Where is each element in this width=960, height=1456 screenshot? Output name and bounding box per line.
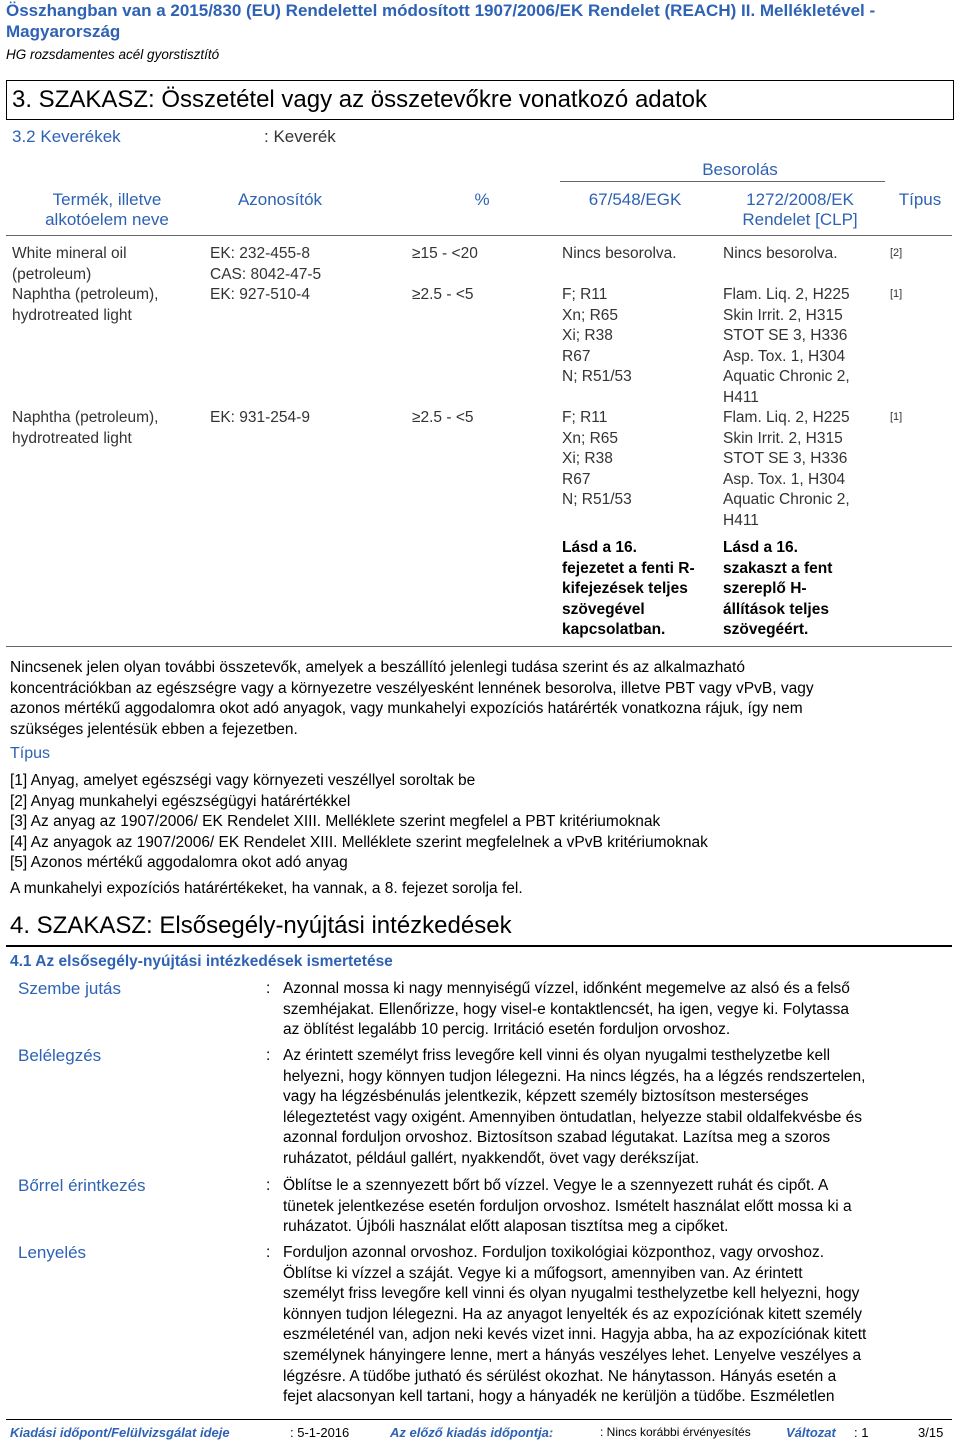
type-heading: Típus (10, 745, 51, 762)
col-header-type: Típus (898, 190, 942, 209)
table-header-rule (6, 235, 952, 236)
subsection-4-1-title: 4.1 Az elsősegély-nyújtási intézkedések ismertetése (10, 953, 393, 970)
product-name: HG rozsdamentes acél gyorstisztító (6, 47, 220, 62)
table-row-3-clp: Flam. Liq. 2, H225 Skin Irrit. 2, H315 STOT SE 3, H336 Asp. Tox. 1, H304 Aquatic Chronic 2, H411 (723, 409, 850, 529)
footer-page-number: 3/15 (918, 1425, 944, 1440)
table-row-2-type: [1] (890, 288, 903, 300)
table-group-header: Besorolás (702, 160, 778, 179)
table-row-2-ids: EK: 927-510-4 (210, 286, 310, 303)
first-aid-colon: : (266, 980, 271, 997)
first-aid-text-skin: Öblítse le a szennyezett bőrt bő vízzel. Vegye le a szennyezett ruhát és cipőt. A tünetek jelentkezése esetén forduljon orvoshoz. Ismételt használat előtt mossa ki a ruházatot. Újbóli használat előtt alaposan tisztítsa meg a cipőket. (283, 1177, 852, 1236)
table-row-1-percent: ≥15 - <20 (412, 245, 478, 262)
first-aid-label-skin: Bőrrel érintkezés (18, 1176, 146, 1195)
col-header-name: Termék, illetve alkotóelem neve (45, 190, 169, 229)
list-item: [5] Azonos mértékű aggodalomra okot adó anyag (10, 854, 348, 872)
footer-version-label: Változat (786, 1425, 836, 1440)
col-header-percent: % (474, 190, 490, 209)
table-bottom-rule (6, 646, 952, 647)
footer-rule (6, 1419, 952, 1420)
list-item: [4] Az anyagok az 1907/2006/ EK Rendelet XIII. Melléklete szerint megfelelnek a vPvB kritériumoknak (10, 833, 708, 851)
exposure-note: A munkahelyi expozíciós határértékeket, ha vannak, a 8. fejezet sorolja fel. (10, 880, 523, 897)
first-aid-text-eye: Azonnal mossa ki nagy mennyiségű vízzel, időnként megemelve az alsó és a felső szemhéjakat. Ellenőrizze, hogy visel-e kontaktlencsét, ha igen, vegye ki. Folytassa az öblítést legalább 10 percig. Irritáció esetén forduljon orvoshoz. (283, 980, 850, 1039)
document-header-title: Összhangban van a 2015/830 (EU) Rendelettel módosított 1907/2006/EK Rendelet (REACH) II. Mellékletével - Magyarország (6, 1, 876, 41)
table-row-1-type: [2] (890, 247, 903, 259)
table-row-2-dsd: F; R11 Xn; R65 Xi; R38 R67 N; R51/53 (562, 286, 632, 386)
table-row-2-percent: ≥2.5 - <5 (412, 286, 474, 303)
footer-version-value: : 1 (854, 1425, 869, 1440)
section-4-rule (6, 945, 952, 947)
section-3-title: 3. SZAKASZ: Összetétel vagy az összetevőkre vonatkozó adatok (12, 86, 708, 113)
table-row-3-type: [1] (890, 411, 903, 423)
additional-ingredients-note: Nincsenek jelen olyan további összetevők, amelyek a beszállító jelenlegi tudása szerint és az alkalmazható koncentrációkban az egészségre vagy a környezetre veszélyesként lennének besorolva, illetve PBT vagy vPvB, vagy azonos mértékű aggodalomra okot adó anyagok, vagy munkahelyi expozíciós határérték vonatkozna rájuk, így nem szükséges jelentésük ebben a fejezetben. (10, 659, 814, 738)
first-aid-colon: : (266, 1047, 271, 1064)
section-4-title: 4. SZAKASZ: Elsősegély-nyújtási intézkedések (10, 912, 512, 939)
table-row-1-clp: Nincs besorolva. (723, 245, 838, 262)
table-row-3-name: Naphtha (petroleum), hydrotreated light (12, 409, 159, 447)
footer-previous-label: Az előző kiadás időpontja: (390, 1425, 554, 1440)
footer-issue-value: : 5-1-2016 (290, 1425, 350, 1440)
first-aid-label-eye: Szembe jutás (18, 979, 121, 998)
table-row-2-clp: Flam. Liq. 2, H225 Skin Irrit. 2, H315 STOT SE 3, H336 Asp. Tox. 1, H304 Aquatic Chronic 2, H411 (723, 286, 850, 406)
table-row-3-ids: EK: 931-254-9 (210, 409, 310, 426)
list-item: [2] Anyag munkahelyi egészségügyi határértékkel (10, 792, 351, 810)
col-header-clp: 1272/2008/EK Rendelet [CLP] (742, 190, 858, 229)
col-header-dsd: 67/548/EGK (588, 190, 682, 209)
first-aid-colon: : (266, 1244, 271, 1261)
subsection-label: 3.2 Keverékek (12, 127, 121, 146)
first-aid-label-inhalation: Belélegzés (18, 1046, 102, 1065)
table-row-1-ids: EK: 232-455-8 CAS: 8042-47-5 (210, 245, 322, 283)
first-aid-colon: : (266, 1177, 271, 1194)
table-row-3-dsd: F; R11 Xn; R65 Xi; R38 R67 N; R51/53 (562, 409, 632, 509)
col-header-ids: Azonosítók (237, 190, 323, 209)
type-list (10, 771, 950, 874)
table-row-1-name: White mineral oil (petroleum) (12, 245, 127, 283)
footer-previous-value: : Nincs korábbi érvényesítés (600, 1425, 751, 1439)
table-row-1-dsd: Nincs besorolva. (562, 245, 677, 262)
footer-issue-label: Kiadási időpont/Felülvizsgálat ideje (10, 1425, 230, 1440)
list-item: [1] Anyag, amelyet egészségi vagy környezeti veszéllyel soroltak be (10, 772, 476, 789)
table-row-2-name: Naphtha (petroleum), hydrotreated light (12, 286, 159, 324)
note-dsd: Lásd a 16. fejezetet a fenti R- kifejezések teljes szövegével kapcsolatban. (562, 539, 695, 639)
first-aid-text-inhalation: Az érintett személyt friss levegőre kell vinni és olyan nyugalmi testhelyzetbe kell helyezni, hogy könnyen tudjon lélegezni. Ha nincs légzés, ha a légzés rendszertelen, vagy ha légzésbénulás jelentkezik, képzett személy biztosítson mesterséges lélegeztetést vagy oxigént. Amennyiben öntudatlan, helyezze stabil oldalfekvésbe és azonnal forduljon orvoshoz. Biztosítson szabad légutakat. Lazítsa meg a szoros ruházatot, például gallért, nyakkendőt, övet vagy derékszíjat. (283, 1047, 866, 1167)
first-aid-text-ingestion: Forduljon azonnal orvoshoz. Forduljon toxikológiai központhoz, vagy orvoshoz. Öblítse ki vízzel a száját. Vegye ki a műfogsort, amennyiben van. Az érintett személyt friss levegőre kell vinni és olyan nyugalmi testhelyzetbe kell helyezni, hogy könnyen tudjon lélegezni. Ha az anyagot lenyelték és az expozíciónak kitett személy eszméleténél van, adjon neki kevés vizet inni. Hagyja abba, ha az expozíciónak kitett személynek hányingere lenne, mert a hányás veszélyes lehet. Lenyelve veszélyes a légzésre. A tüdőbe jutható és sérülést okozhat. Ne hánytasson. Hányás esetén a fejet alacsonyan kell tartani, hogy a hányadék ne kerüljön a tüdőbe. Eszméletlen (283, 1244, 867, 1406)
table-row-3-percent: ≥2.5 - <5 (412, 409, 474, 426)
note-clp: Lásd a 16. szakaszt a fent szereplő H- állítások teljes szövegéért. (723, 539, 833, 639)
subsection-value: : Keverék (264, 127, 336, 146)
first-aid-label-ingestion: Lenyelés (18, 1243, 87, 1262)
list-item: [3] Az anyag az 1907/2006/ EK Rendelet XIII. Melléklete szerint megfelel a PBT kritériumoknak (10, 813, 661, 831)
group-header-rule (560, 181, 885, 182)
